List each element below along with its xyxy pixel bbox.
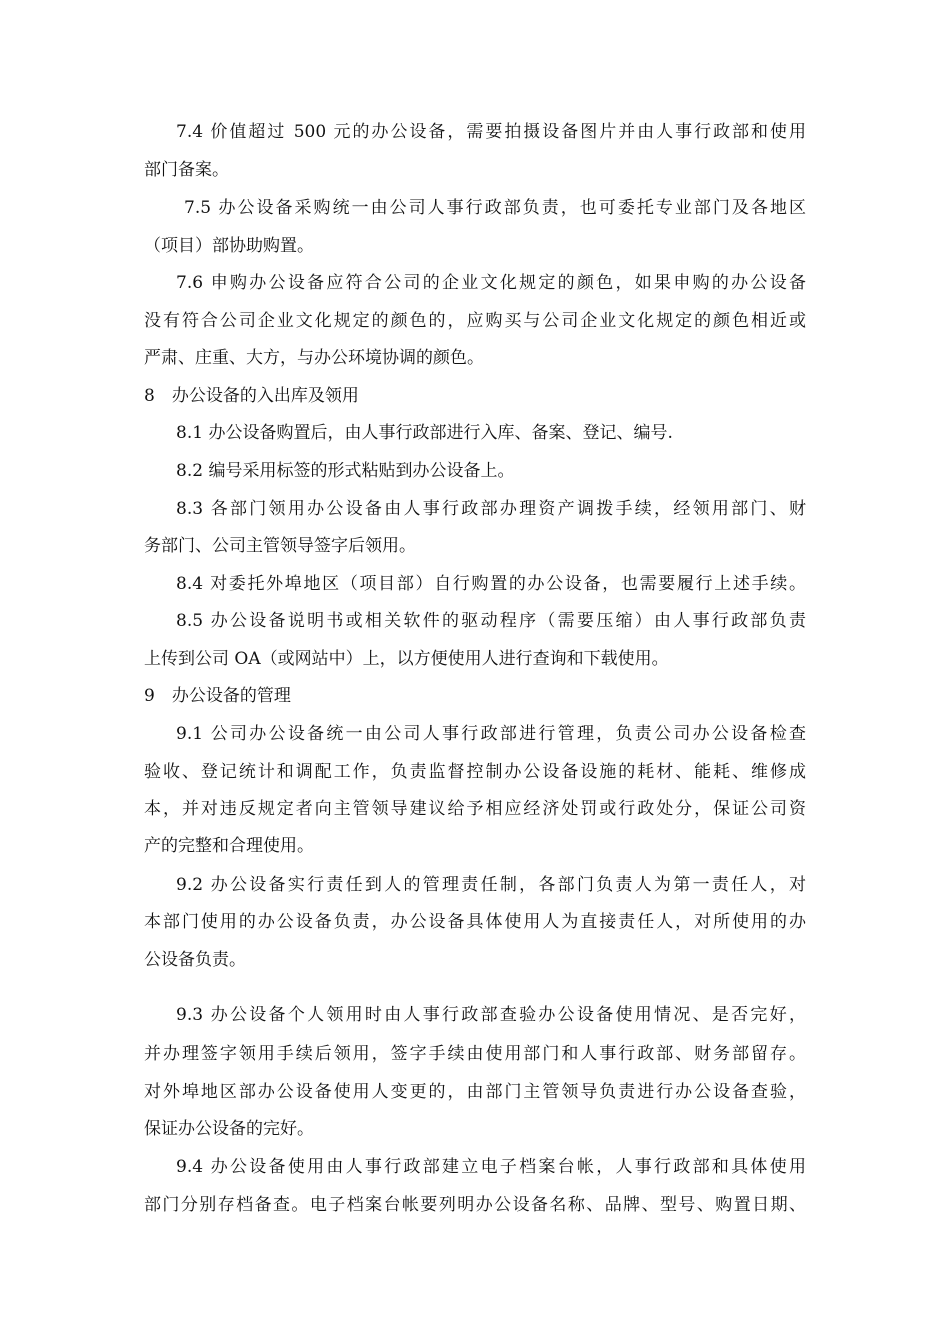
text-line: 验收、登记统计和调配工作，负责监督控制办公设备设施的耗材、能耗、维修成	[144, 762, 806, 782]
text-line: 9.3 办公设备个人领用时由人事行政部查验办公设备使用情况、是否完好，	[176, 1005, 806, 1025]
text-line: 8.2 编号采用标签的形式粘贴到办公设备上。	[176, 461, 515, 481]
text-line: 严肃、庄重、大方，与办公环境协调的颜色。	[144, 348, 484, 368]
text-line: 部门备案。	[144, 160, 229, 180]
text-line: 保证办公设备的完好。	[144, 1119, 314, 1139]
text-line: 公设备负责。	[144, 950, 246, 970]
text-line: 部门分别存档备查。电子档案台帐要列明办公设备名称、品牌、型号、购置日期、	[144, 1195, 806, 1215]
text-line: 上传到公司 OA（或网站中）上，以方便使用人进行查询和下载使用。	[144, 649, 669, 669]
text-line: 8.5 办公设备说明书或相关软件的驱动程序（需要压缩）由人事行政部负责	[176, 611, 806, 631]
text-line: 7.6 申购办公设备应符合公司的企业文化规定的颜色，如果申购的办公设备	[176, 273, 806, 293]
text-line: 本部门使用的办公设备负责，办公设备具体使用人为直接责任人，对所使用的办	[144, 912, 806, 932]
text-line: 对外埠地区部办公设备使用人变更的，由部门主管领导负责进行办公设备查验，	[144, 1082, 806, 1102]
text-line: 务部门、公司主管领导签字后领用。	[144, 536, 416, 556]
section-heading: 8 办公设备的入出库及领用	[144, 386, 359, 406]
text-line: 8.1 办公设备购置后，由人事行政部进行入库、备案、登记、编号.	[176, 423, 673, 443]
text-line: 7.5 办公设备采购统一由公司人事行政部负责，也可委托专业部门及各地区	[184, 198, 806, 218]
text-line: 并办理签字领用手续后领用，签字手续由使用部门和人事行政部、财务部留存。	[144, 1044, 806, 1064]
text-line: 9.1 公司办公设备统一由公司人事行政部进行管理，负责公司办公设备检查	[176, 724, 806, 744]
section-heading: 9 办公设备的管理	[144, 686, 291, 706]
text-line: 7.4 价值超过 500 元的办公设备，需要拍摄设备图片并由人事行政部和使用	[176, 122, 806, 142]
text-line: 8.4 对委托外埠地区（项目部）自行购置的办公设备，也需要履行上述手续。	[176, 574, 806, 594]
text-line: 8.3 各部门领用办公设备由人事行政部办理资产调拨手续，经领用部门、财	[176, 499, 806, 519]
text-line: 9.2 办公设备实行责任到人的管理责任制，各部门负责人为第一责任人，对	[176, 875, 806, 895]
text-line: 本，并对违反规定者向主管领导建议给予相应经济处罚或行政处分，保证公司资	[144, 799, 806, 819]
text-line: 产的完整和合理使用。	[144, 836, 314, 856]
text-line: 没有符合公司企业文化规定的颜色的，应购买与公司企业文化规定的颜色相近或	[144, 311, 806, 331]
text-line: （项目）部协助购置。	[144, 236, 314, 256]
text-line: 9.4 办公设备使用由人事行政部建立电子档案台帐，人事行政部和具体使用	[176, 1157, 806, 1177]
